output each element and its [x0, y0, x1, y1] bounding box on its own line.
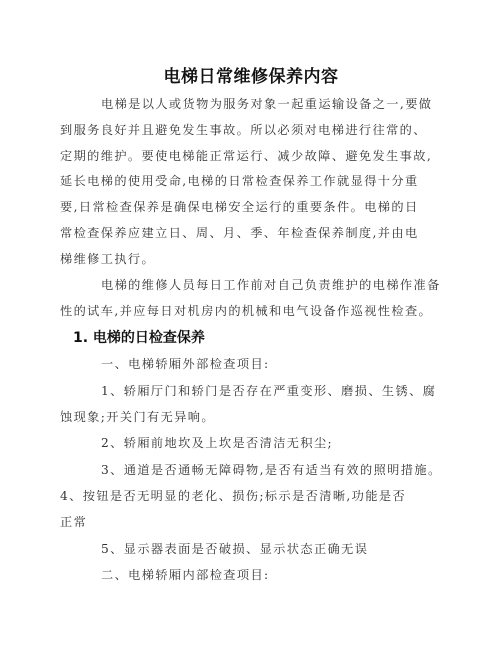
paragraph-line: 梯维修工执行。 — [60, 252, 156, 266]
paragraph-line: 定期的维护。要使电梯能正常运行、减少故障、避免发生事故, — [60, 149, 433, 163]
paragraph-line: 电梯是以人或货物为服务对象一起重运输设备之一,要做 — [101, 97, 433, 111]
list-item: 蚀现象;开关门有无异响。 — [60, 410, 215, 424]
list-item: 一、电梯轿厢外部检查项目: — [101, 357, 270, 371]
paragraph-line: 性的试车,并应每日对机房内的机械和电气设备作巡视性检查。 — [60, 304, 433, 318]
list-item: 5、显示器表面是否破损、显示状态正确无误 — [101, 542, 369, 556]
paragraph-line: 常检查保养应建立日、周、月、季、年检查保养制度,并由电 — [60, 226, 419, 240]
list-item: 1、轿厢厅门和轿门是否存在严重变形、磨损、生锈、腐 — [101, 384, 437, 398]
list-item: 正常 — [60, 515, 88, 529]
list-item: 3、通道是否通畅无障碍物,是否有适当有效的照明措施。 — [101, 463, 442, 477]
paragraph-line: 到服务良好并且避免发生事故。所以必须对电梯进行往常的、 — [60, 123, 427, 137]
section-heading: 1. 电梯的日检查保养 — [73, 330, 205, 346]
paragraph-line: 电梯的维修人员每日工作前对自己负责维护的电梯作准备 — [101, 278, 441, 292]
paragraph-line: 要,日常检查保养是确保电梯安全运行的重要条件。电梯的日 — [60, 200, 419, 214]
document-title: 电梯日常维修保养内容 — [163, 67, 339, 87]
paragraph-line: 延长电梯的使用受命,电梯的日常检查保养工作就显得十分重 — [60, 174, 419, 188]
list-item: 2、轿厢前地坎及上坎是否清洁无积尘; — [101, 436, 334, 450]
list-item: 二、电梯轿厢内部检查项目: — [101, 568, 270, 582]
list-item: 4、按钮是否无明显的老化、损伤;标示是否清晰,功能是否 — [60, 489, 407, 503]
